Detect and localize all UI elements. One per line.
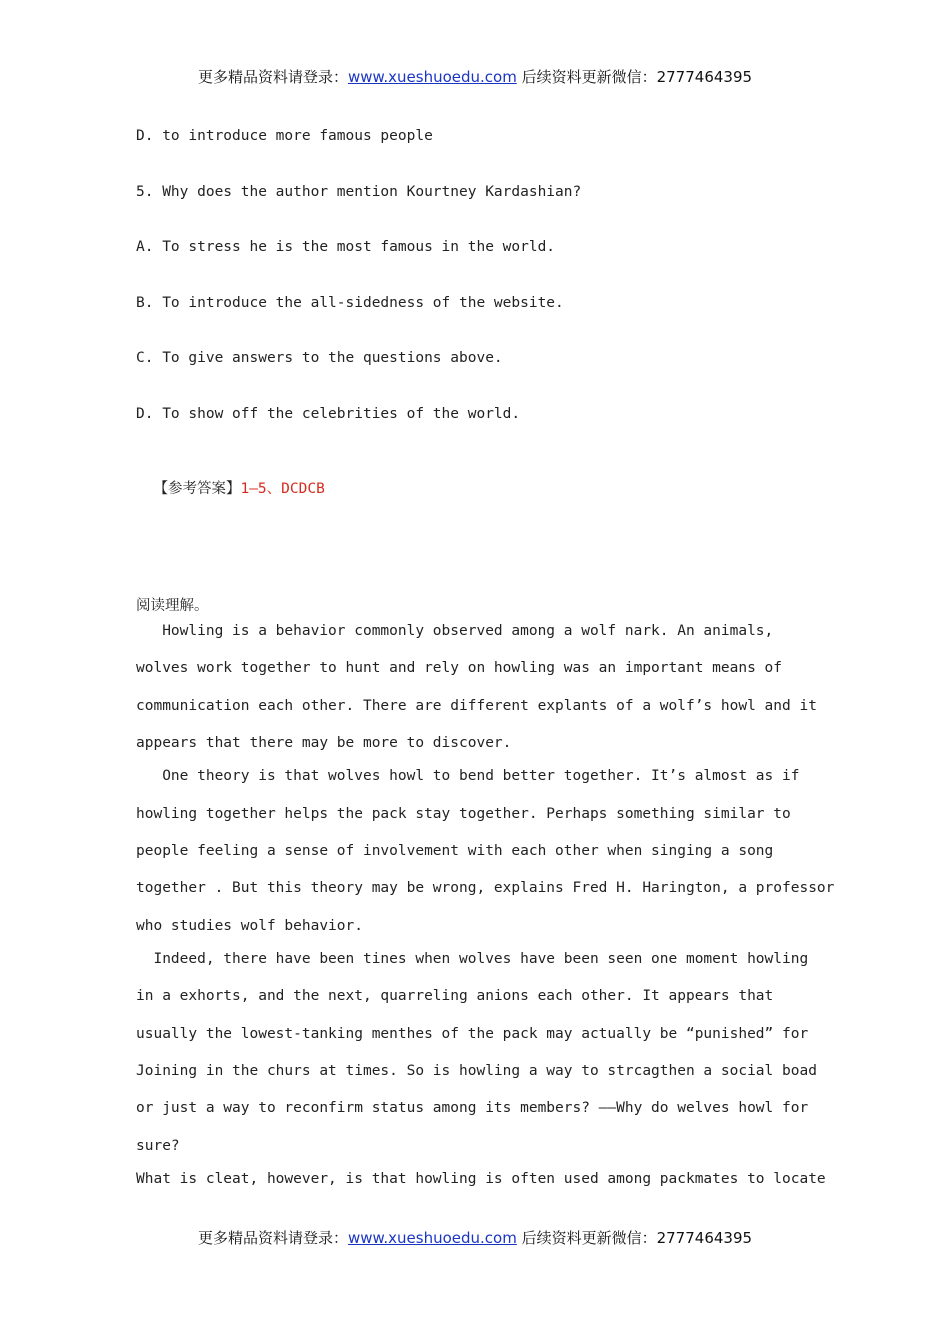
passage-line: communication each other. There are different explants of a wolf’s howl and it bbox=[136, 698, 817, 714]
header-banner bbox=[0, 66, 950, 87]
q5-option-d: D. To show off the celebrities of the world. bbox=[136, 406, 521, 422]
passage-line: Howling is a behavior commonly observed among a wolf nark. An animals, bbox=[136, 623, 774, 639]
footer-website-link[interactable]: www.xueshuoedu.com bbox=[347, 1229, 517, 1247]
passage-line: Indeed, there have been tines when wolves have been seen one moment howling bbox=[136, 951, 809, 967]
passage-line: howling together helps the pack stay together. Perhaps something similar to bbox=[136, 806, 791, 822]
q5-stem: 5. Why does the author mention Kourtney Kardashian? bbox=[136, 184, 582, 200]
passage-line: appears that there may be more to discover. bbox=[136, 735, 512, 751]
header-website-link[interactable]: www.xueshuoedu.com bbox=[347, 68, 517, 86]
q5-option-c: C. To give answers to the questions above. bbox=[136, 350, 503, 366]
passage-line: What is cleat, however, is that howling is often used among packmates to locate bbox=[136, 1171, 826, 1187]
answer-value: 1—5、DCDCB bbox=[240, 481, 325, 497]
passage-line: or just a way to reconfirm status among its members? ——Why do welves howl for bbox=[136, 1100, 809, 1116]
passage-line: together . But this theory may be wrong, explains Fred H. Harington, a professor bbox=[136, 880, 835, 896]
passage-line: One theory is that wolves howl to bend better together. It’s almost as if bbox=[136, 768, 800, 784]
passage-line: Joining in the churs at times. So is howling a way to strcagthen a social boad bbox=[136, 1063, 817, 1079]
reading-heading: 阅读理解。 bbox=[136, 598, 209, 614]
passage-line: who studies wolf behavior. bbox=[136, 918, 363, 934]
footer-banner bbox=[0, 1227, 950, 1248]
q4-option-d: D. to introduce more famous people bbox=[136, 128, 433, 144]
passage-line: in a exhorts, and the next, quarreling anions each other. It appears that bbox=[136, 988, 774, 1004]
header-prefix: 更多精品资料请登录： bbox=[197, 68, 348, 86]
q5-option-a: A. To stress he is the most famous in the world. bbox=[136, 239, 556, 255]
footer-prefix: 更多精品资料请登录： bbox=[197, 1229, 348, 1247]
footer-suffix: 后续资料更新微信：2777464395 bbox=[516, 1229, 753, 1247]
header-suffix: 后续资料更新微信：2777464395 bbox=[516, 68, 753, 86]
passage-line: usually the lowest-tanking menthes of the pack may actually be “punished” for bbox=[136, 1026, 809, 1042]
q5-option-b: B. To introduce the all-sidedness of the website. bbox=[136, 295, 564, 311]
answer-label: 【参考答案】 bbox=[153, 481, 241, 497]
passage-line: people feeling a sense of involvement with each other when singing a song bbox=[136, 843, 774, 859]
passage-line: sure? bbox=[136, 1138, 180, 1154]
passage-line: wolves work together to hunt and rely on howling was an important means of bbox=[136, 660, 783, 676]
answer-key bbox=[136, 461, 325, 498]
